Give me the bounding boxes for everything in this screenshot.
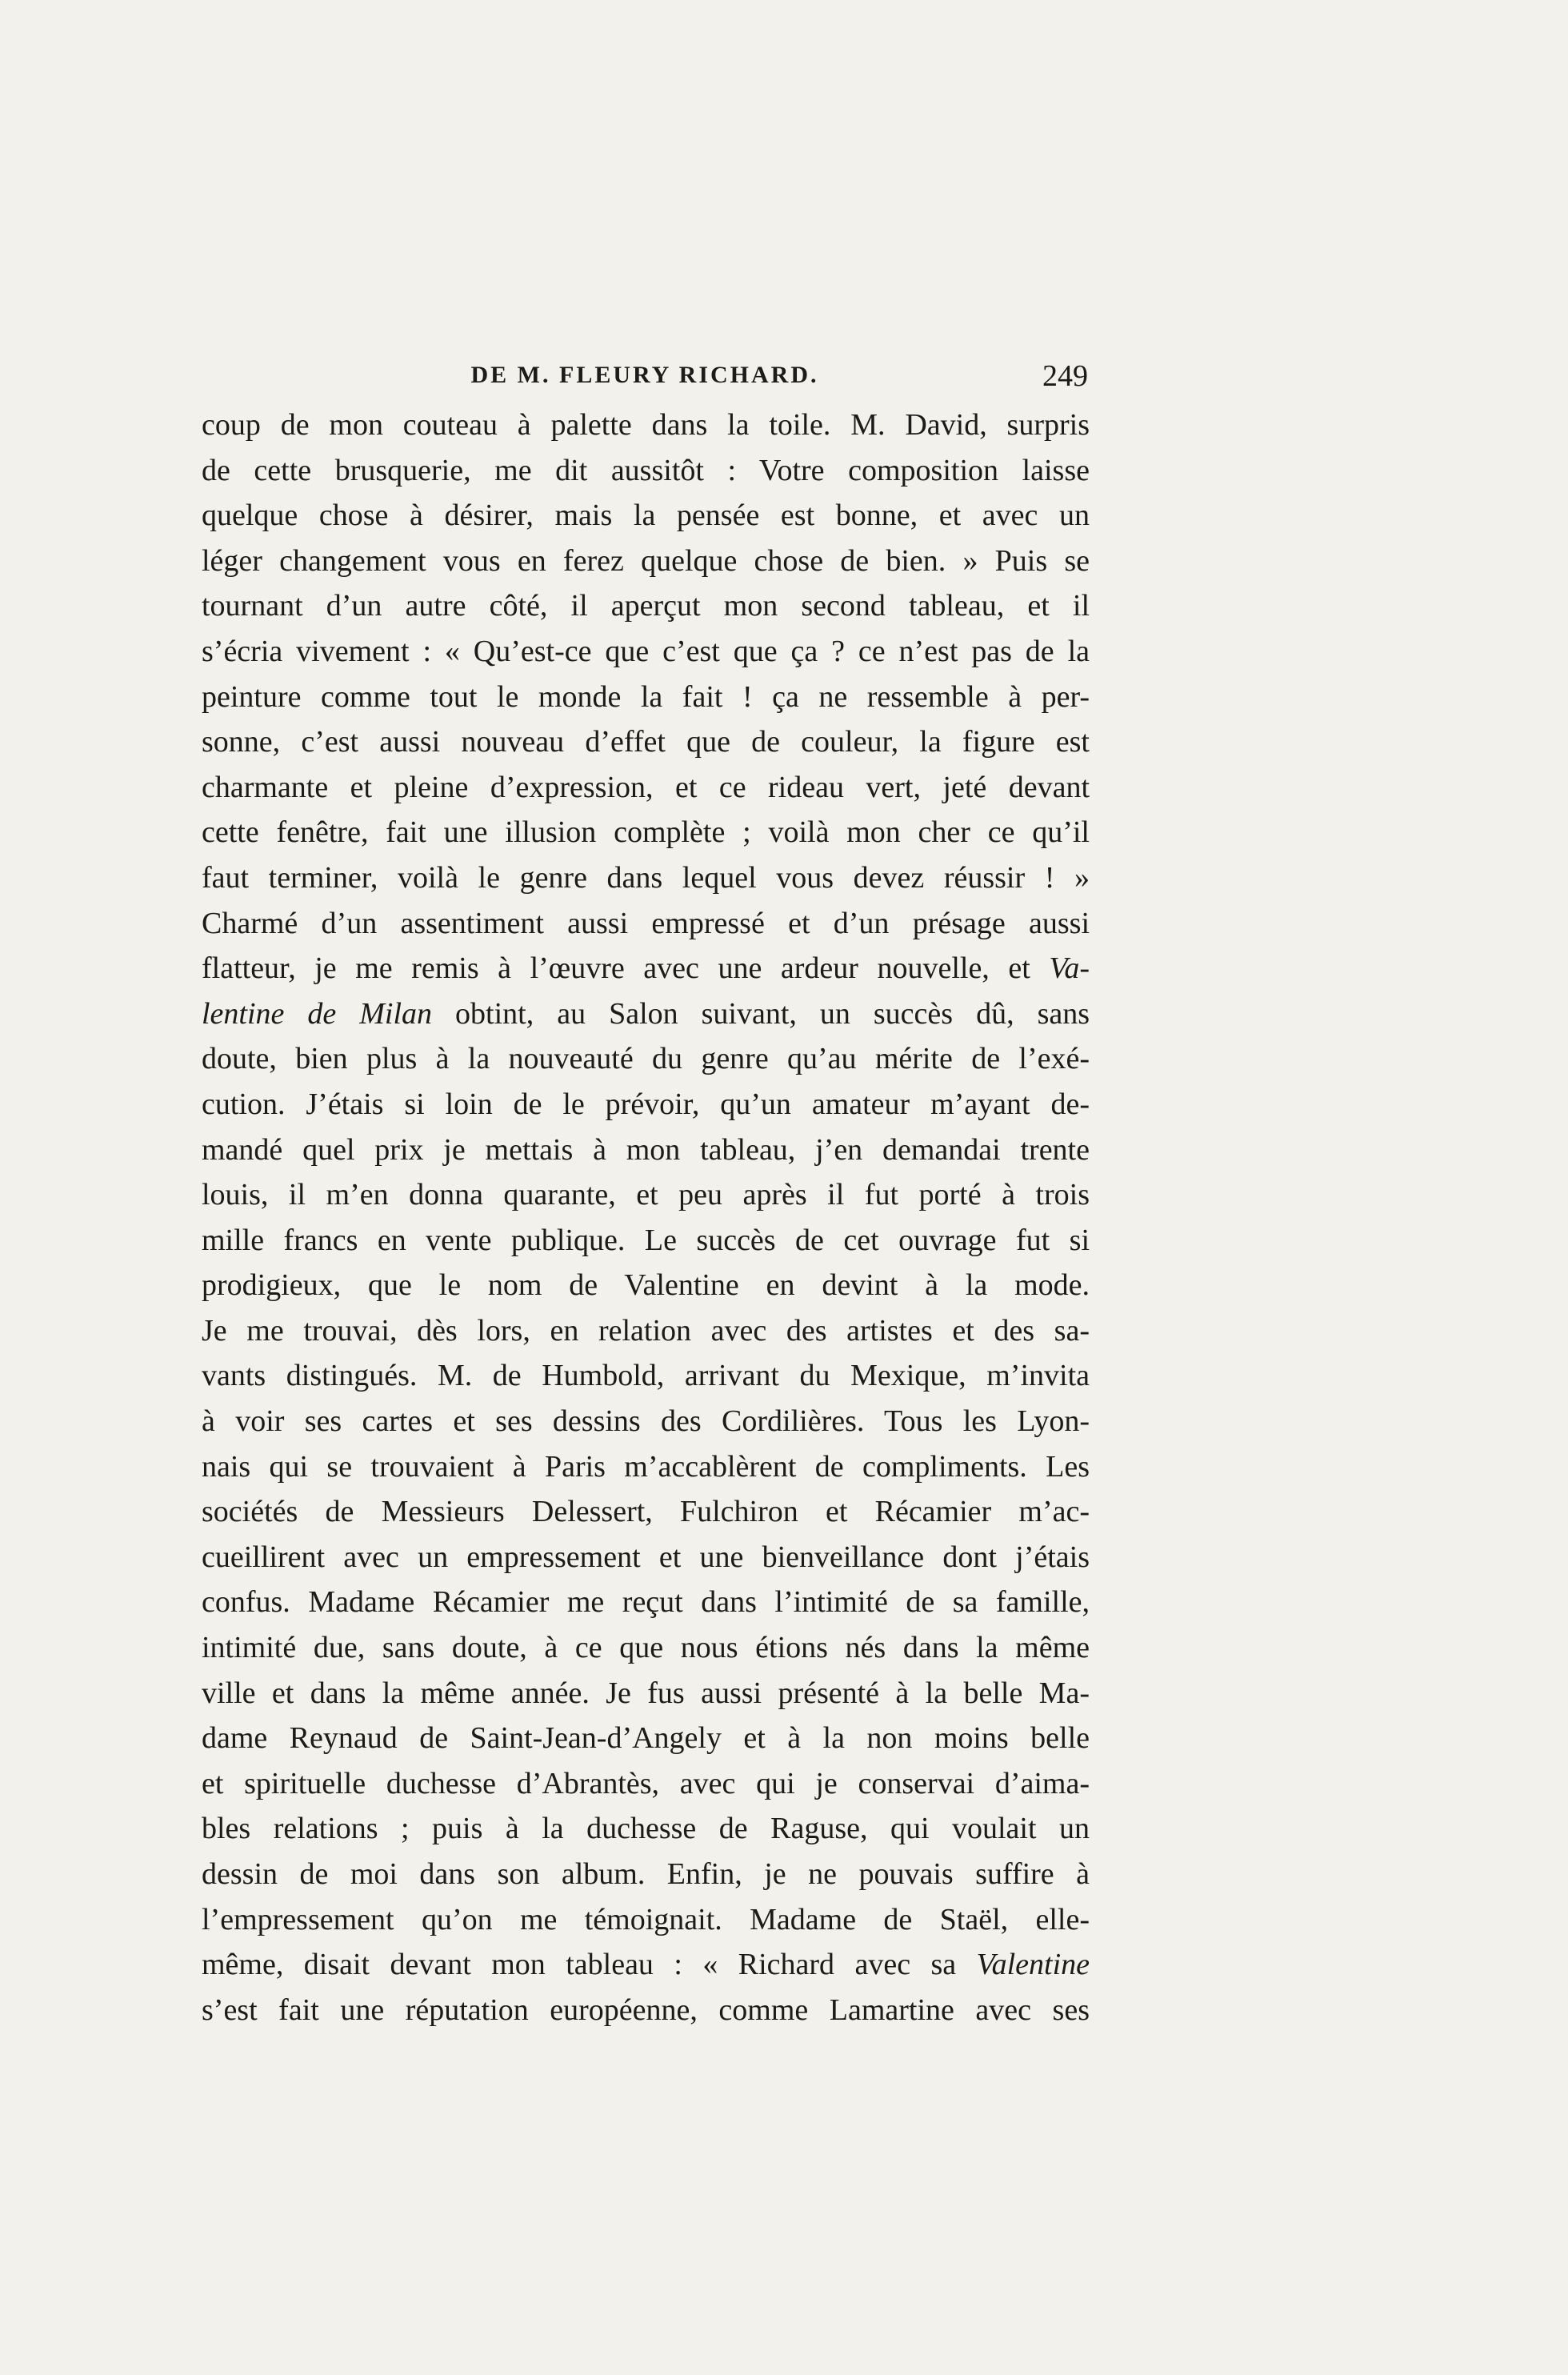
text-line: mandé quel prix je mettais à mon tableau, j’en demandai trente <box>202 1132 1090 1167</box>
page-number: 249 <box>1042 359 1088 393</box>
body-text <box>202 403 1090 2033</box>
text-line: s’écria vivement : « Qu’est-ce que c’est que ça ? ce n’est pas de la <box>202 634 1090 668</box>
text-line: charmante et pleine d’expression, et ce rideau vert, jeté devant <box>202 770 1090 804</box>
italic-title: lentine de Milan <box>202 996 433 1031</box>
text-line: léger changement vous en ferez quelque chose de bien. » Puis se <box>202 543 1090 578</box>
text-line: confus. Madame Récamier me reçut dans l’intimité de sa famille, <box>202 1585 1090 1620</box>
text-line: intimité due, sans doute, à ce que nous étions nés dans la même <box>202 1631 1090 1665</box>
text-line: quelque chose à désirer, mais la pensée est bonne, et avec un <box>202 499 1090 533</box>
text-line: faut terminer, voilà le genre dans lequel vous devez réussir ! » <box>202 860 1090 895</box>
text-line: dessin de moi dans son album. Enfin, je ne pouvais suffire à <box>202 1857 1090 1891</box>
text-line: mille francs en vente publique. Le succès de cet ouvrage fut si <box>202 1223 1090 1257</box>
text-line: prodigieux, que le nom de Valentine en devint à la mode. <box>202 1268 1090 1303</box>
text-line: vants distingués. M. de Humbold, arrivant du Mexique, m’invita <box>202 1359 1090 1393</box>
text-line: dame Reynaud de Saint-Jean-d’Angely et à la non moins belle <box>202 1721 1090 1756</box>
text-line: bles relations ; puis à la duchesse de Raguse, qui voulait un <box>202 1812 1090 1846</box>
text-line: sociétés de Messieurs Delessert, Fulchiron et Récamier m’ac- <box>202 1495 1090 1529</box>
text-line: lentine de Milan obtint, au Salon suivant, un succès dû, sans <box>202 996 1090 1031</box>
text-line: même, disait devant mon tableau : « Richard avec sa Valentine <box>202 1948 1090 1982</box>
text-line: louis, il m’en donna quarante, et peu après il fut porté à trois <box>202 1178 1090 1212</box>
text-line: et spirituelle duchesse d’Abrantès, avec qui je conservai d’aima- <box>202 1766 1090 1800</box>
text-line: Je me trouvai, dès lors, en relation avec des artistes et des sa- <box>202 1313 1090 1348</box>
running-title: DE M. FLEURY RICHARD. <box>470 362 819 388</box>
text-line: peinture comme tout le monde la fait ! ça ne ressemble à per- <box>202 679 1090 714</box>
italic-title: Valentine <box>976 1948 1090 1982</box>
text-line: coup de mon couteau à palette dans la toile. M. David, surpris <box>202 408 1090 442</box>
text-line: cette fenêtre, fait une illusion complète ; voilà mon cher ce qu’il <box>202 815 1090 850</box>
running-head <box>202 359 1088 402</box>
text-line: l’empressement qu’on me témoignait. Madame de Staël, elle- <box>202 1902 1090 1936</box>
text-line: nais qui se trouvaient à Paris m’accablèrent de compliments. Les <box>202 1449 1090 1484</box>
text-line: s’est fait une réputation européenne, comme Lamartine avec ses <box>202 1993 1090 2027</box>
text-line: flatteur, je me remis à l’œuvre avec une ardeur nouvelle, et Va- <box>202 951 1090 986</box>
text-line: doute, bien plus à la nouveauté du genre qu’au mérite de l’exé- <box>202 1042 1090 1076</box>
text-line: tournant d’un autre côté, il aperçut mon second tableau, et il <box>202 589 1090 623</box>
text-line: de cette brusquerie, me dit aussitôt : Votre composition laisse <box>202 453 1090 487</box>
text-line: Charmé d’un assentiment aussi empressé et d’un présage aussi <box>202 906 1090 940</box>
text-line: ville et dans la même année. Je fus aussi présenté à la belle Ma- <box>202 1676 1090 1710</box>
text-line: à voir ses cartes et ses dessins des Cordilières. Tous les Lyon- <box>202 1404 1090 1439</box>
italic-title: Va- <box>1049 951 1090 986</box>
text-line: cution. J’étais si loin de le prévoir, qu’un amateur m’ayant de- <box>202 1087 1090 1121</box>
text-line: sonne, c’est aussi nouveau d’effet que de couleur, la figure est <box>202 725 1090 759</box>
text-line: cueillirent avec un empressement et une bienveillance dont j’étais <box>202 1540 1090 1574</box>
